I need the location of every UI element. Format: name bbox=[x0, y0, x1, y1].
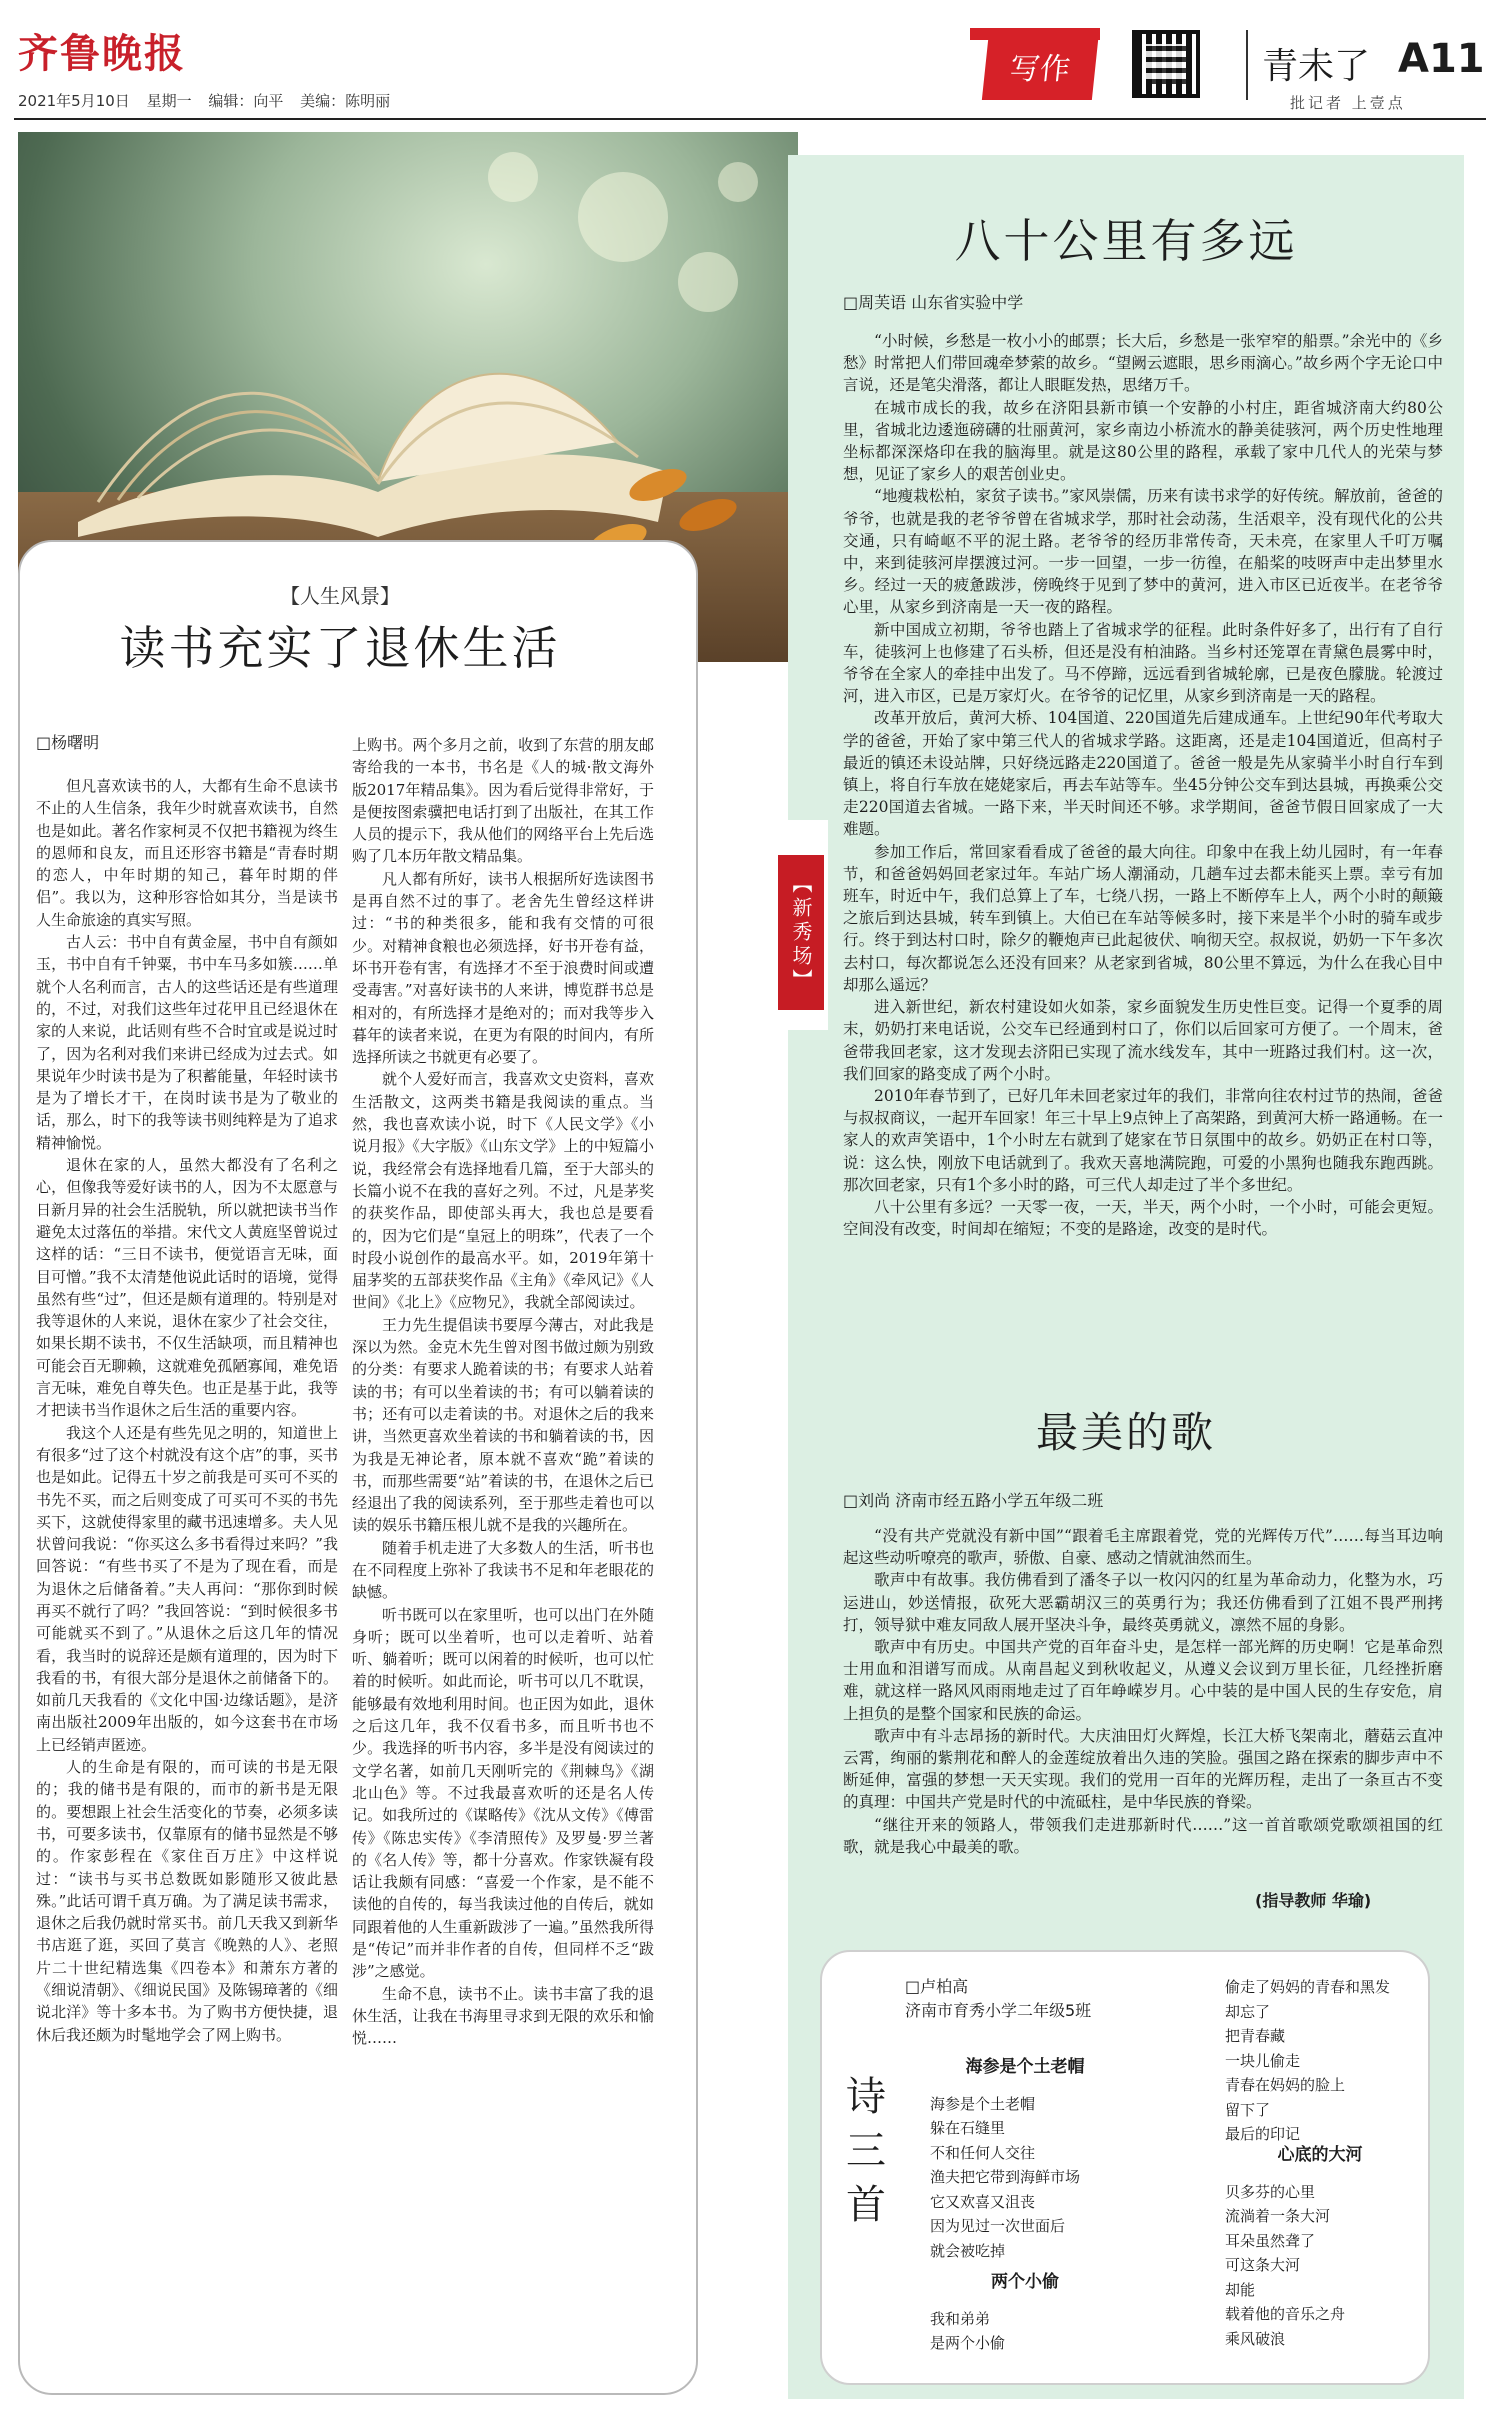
poem-line: 偷走了妈妈的青春和黑发 bbox=[1225, 1978, 1391, 1996]
article-byline-2: □周芙语 山东省实验中学 bbox=[843, 293, 1024, 312]
poems-author bbox=[905, 1975, 1091, 2023]
poem-line: 渔夫把它带到海鲜市场 bbox=[930, 2168, 1081, 2186]
paragraph: 就个人爱好而言，我喜欢文史资料，喜欢生活散文，这两类书籍是我阅读的重点。当然，我也喜欢读小说，时下《人民文学》《小说月报》《大字版》《山东文学》上的中短篇小说，我经常会有选择地看几篇，至于大部头的长篇小说不在我的喜好之列。不过，凡是茅奖的获奖作品，即使部头再大，我也总是要看的，因为它们是“皇冠上的明珠”，代表了一个时段小说创作的最高水平。如，2019年第十届茅奖的五部获奖作品《主角》《牵风记》《人世间》《北上》《应物兄》，我就全部阅读过。 bbox=[352, 1070, 654, 1312]
poem-line: 把青春藏 bbox=[1225, 2027, 1286, 2045]
paragraph: 凡人都有所好，读书人根据所好选读图书是再自然不过的事了。老舍先生曾经这样讲过：“书的种类很多，能和我有交情的可很少。对精神食粮也必须选择，好书开卷有益，坏书开卷有害，有选择才不至于浪费时间或遭受毒害。”对喜好读书的人来讲，博览群书总是相对的，有所选择才是绝对的；而对我等步入暮年的读者来说，在更为有限的时间内，有所选择所读之书就更有必要了。 bbox=[352, 869, 654, 1067]
poem-3 bbox=[1225, 2143, 1415, 2351]
poems-author-school: 济南市育秀小学二年级5班 bbox=[905, 2001, 1092, 2020]
paragraph: 改革开放后，黄河大桥、104国道、220国道先后建成通车。上世纪90年代考取大学的爸爸，开始了家中第三代人的省城求学路。这距离，还是走104国道近，但高村子最近的镇还未设站牌，只好绕远路走220国道了。爸爸一般是先从家骑半小时自行车到镇上，将自行车放在姥姥家后，再去车站等车。坐45分钟公交车到达县城，再换乘公交走220国道去省城。一路下来，半天时间还不够。求学期间，爸爸节假日回家成了一大难题。 bbox=[843, 709, 1443, 839]
qr-code-icon[interactable] bbox=[1132, 30, 1200, 98]
paragraph: 古人云：书中自有黄金屋，书中自有颜如玉，书中自有千钟粟，书中车马多如簇……单就个人名利而言，古人的这些话还是有些道理的，不过，对我们这些年过花甲且已经退休在家的人来说，此话则有些不合时宜或是说过时了，因为名利对我们来讲已经成为过去式。如果说年少时读书是为了积蓄能量，年轻时读书是为了增长才干，在岗时读书是为了敬业的话，那么，时下的我等读书则纯粹是为了追求精神愉悦。 bbox=[36, 933, 338, 1152]
poem-line: 是两个小偷 bbox=[930, 2334, 1006, 2352]
poem-title: 心底的大河 bbox=[1277, 2145, 1363, 2165]
newspaper-logo: 齐鲁晚报 bbox=[18, 30, 186, 77]
poem-line: 躲在石缝里 bbox=[930, 2119, 1006, 2137]
book-icon bbox=[58, 322, 678, 542]
article-byline-3: □刘尚 济南市经五路小学五年级二班 bbox=[843, 1491, 1104, 1510]
article-column-2 bbox=[352, 734, 654, 2380]
paragraph: 随着手机走进了大多数人的生活，听书也在不同程度上弥补了我读书不足和年老眼花的缺憾。 bbox=[352, 1538, 654, 1602]
article-body-2 bbox=[843, 330, 1443, 1348]
poem-line: 因为见过一次世面后 bbox=[930, 2217, 1066, 2235]
paragraph: 歌声中有故事。我仿佛看到了潘冬子以一枚闪闪的红星为革命动力，化整为水，巧运进山，妙送情报，砍死大恶霸胡汉三的英勇行为；我还仿佛看到了江姐不畏严刑拷打，领导狱中难友同敌人展开坚决斗争，最终英勇就义，凛然不屈的身影。 bbox=[843, 1571, 1443, 1634]
paragraph: 参加工作后，常回家看看成了爸爸的最大向往。印象中在我上幼儿园时，有一年春节，和爸爸妈妈回老家过年。车站广场人潮涌动，几趟车过去都未能买上票。幸亏有加班车，时近中午，我们总算上了车，七绕八拐，一路上不断停车上人，两个小时的颠簸之旅后到达县城，转车到镇上。大伯已在车站等候多时，接下来是半个小时的骑车或步行。终于到达村口时，除夕的鞭炮声已此起彼伏、响彻天空。叔叔说，奶奶一下午多次去村口，每次都说怎么还没有回来？从老家到省城，80公里不算远，为什么在我心目中却那么遥远？ bbox=[843, 842, 1443, 994]
poem-line: 青春在妈妈的脸上 bbox=[1225, 2076, 1346, 2094]
paragraph: 但凡喜欢读书的人，大都有生命不息读书不止的人生信条，我年少时就喜欢读书，自然也是如此。著名作家柯灵不仅把书籍视为终生的恩师和良友，而且还形容书籍是“青春时期的恋人，中年时期的知己，暮年时期的伴侣”。我以为，这种形容恰如其分，当是读书人生命旅途的真实写照。 bbox=[36, 777, 338, 929]
article-kicker: 【人生风景】 bbox=[280, 584, 400, 608]
credits: 批记者 上壹点 bbox=[1290, 94, 1406, 112]
poem-title: 海参是个土老帽 bbox=[965, 2057, 1085, 2077]
paragraph: 生命不息，读书不止。读书丰富了我的退休生活，让我在书海里寻求到无限的欢乐和愉悦…… bbox=[352, 1984, 654, 2048]
masthead-divider bbox=[1246, 30, 1248, 100]
article-title-2: 八十公里有多远 bbox=[954, 214, 1298, 268]
paragraph: “没有共产党就没有新中国”“跟着毛主席跟着党，党的光辉传万代”……每当耳边响起这些动听嘹亮的歌声，骄傲、自豪、感动之情就油然而生。 bbox=[843, 1527, 1443, 1568]
paragraph: 人的生命是有限的，而可读的书是无限的；我的储书是有限的，而市的新书是无限的。要想跟上社会生活变化的节奏，必须多读书，可要多读书，仅靠原有的储书显然是不够的。作家彭程在《家住百万庄》中这样说过：“读书与买书总数既如影随形又彼此悬殊。”此话可谓千真万确。为了满足读书需求，退休之后我仍就时常买书。前几天我又到新华书店逛了逛，买回了莫言《晚熟的人》、老照片二十世纪精选集《四卷本》和萧东方著的《细说清朝》、《细说民国》及陈锡璋著的《细说北洋》等十多本书。为了购书方便快捷，退休后我还颇为时髦地学会了网上购书。 bbox=[36, 1758, 338, 2044]
poem-line: 它又欢喜又沮丧 bbox=[930, 2192, 1036, 2211]
poem-line: 就会被吃掉 bbox=[930, 2241, 1006, 2260]
paragraph: 听书既可以在家里听，也可以出门在外随身听；既可以坐着听，也可以走着听、站着听、躺着听；既可以闲着的时候听，也可以忙着的时候听。如此而论，听书可以几不耽误，能够最有效地利用时间。也正因为如此，退休之后这几年，我不仅看书多，而且听书也不少。我选择的听书内容，多半是没有阅读过的文学名著，如前几天刚听完的《荆棘鸟》《湖北山色》等。不过我最喜欢听的还是名人传记。如我所过的《谋略传》《沈从文传》《傅雷传》《陈忠实传》《李清照传》及罗曼·罗兰著的《名人传》等，都十分喜欢。作家铁凝有段话让我颇有同感：“喜爱一个作家，是不能不读他的自传的，每当我读过他的自传后，就如同跟着他的人生重新跋涉了一遍。”虽然我所得是“传记”而并非作者的自传，但同样不乏“跋涉”之感觉。 bbox=[352, 1605, 654, 1981]
dateline: 2021年5月10日 星期一 编辑：向平 美编：陈明丽 bbox=[18, 92, 391, 110]
poem-line: 流淌着一条大河 bbox=[1225, 2207, 1331, 2225]
poem-line: 我和弟弟 bbox=[930, 2309, 991, 2328]
article-title: 读书充实了退休生活 bbox=[119, 621, 561, 675]
article-title-3: 最美的歌 bbox=[1035, 1408, 1216, 1457]
poem-2-continued bbox=[1225, 1975, 1415, 2147]
paragraph: 王力先生提倡读书要厚今薄古，对此我是深以为然。金克木先生曾对图书做过颇为别致的分类：有要求人跪着读的书；有要求人站着读的书；有可以坐着读的书；有可以躺着读的书；还有可以走着读的书。对退休之后的我来讲，当然更喜欢坐着读的书和躺着读的书，因为我是无神论者，原本就不喜欢“跪”着读的书，而那些需要“站”着读的书，在退休之后已经退出了我的阅读系列，至于那些走着也可以读的娱乐书籍压根儿就不是我的兴趣所在。 bbox=[352, 1315, 654, 1535]
poems-author-name: □卢柏高 bbox=[905, 1977, 969, 1996]
poem-line: 却忘了 bbox=[1225, 2002, 1271, 2021]
poem-2 bbox=[930, 2270, 1120, 2356]
poem-line: 却能 bbox=[1225, 2280, 1256, 2299]
poem-line: 耳朵虽然聋了 bbox=[1225, 2231, 1316, 2250]
paragraph: 进入新世纪，新农村建设如火如荼，家乡面貌发生历史性巨变。记得一个夏季的周末，奶奶打来电话说，公交车已经通到村口了，你们以后回家可方便了。一个周末，爸爸带我回老家，这才发现去济阳已实现了流水线发车，其中一班路过我们村。这一次，我们回家的路变成了两个小时。 bbox=[843, 998, 1443, 1083]
paragraph: “小时候，乡愁是一枚小小的邮票；长大后，乡愁是一张窄窄的船票。”余光中的《乡愁》时常把人们带回魂牵梦萦的故乡。“望阙云遮眼，思乡雨滴心。”故乡两个字无论口中言说，还是笔尖滑落，都让人眼眶发热，思绪万千。 bbox=[843, 332, 1443, 395]
section-tag: 写作 bbox=[982, 40, 1098, 100]
column-brand: 青未了 bbox=[1262, 46, 1371, 87]
poem-line: 一块儿偷走 bbox=[1225, 2051, 1301, 2070]
page-number: A11 bbox=[1398, 36, 1485, 82]
mentor-credit: (指导教师 华瑜) bbox=[1255, 1891, 1372, 1910]
article-column-1 bbox=[36, 775, 338, 2380]
poem-line: 最后的印记 bbox=[1225, 2125, 1301, 2143]
paragraph: 歌声中有斗志昂扬的新时代。大庆油田灯火辉煌，长江大桥飞架南北，蘑菇云直冲云霄，绚丽的紫荆花和醉人的金莲绽放着出久违的笑脸。强国之路在探索的脚步声中不断延伸，富强的梦想一天天实现。我们的党用一百年的光辉历程，走出了一条亘古不变的真理：中国共产党是时代的中流砥柱，是中华民族的脊梁。 bbox=[843, 1726, 1443, 1812]
poem-line: 不和任何人交往 bbox=[930, 2143, 1036, 2162]
paragraph: “继往开来的领路人，带领我们走进那新时代……”这一首首歌颂党歌颂祖国的红歌，就是我心中最美的歌。 bbox=[843, 1815, 1443, 1856]
poem-1 bbox=[930, 2055, 1120, 2263]
poem-line: 乘风破浪 bbox=[1225, 2329, 1286, 2348]
side-section-tag: 【新秀场】 bbox=[778, 855, 824, 1010]
poem-title: 两个小偷 bbox=[991, 2272, 1059, 2292]
article-body-3 bbox=[843, 1525, 1443, 1910]
poem-line: 贝多芬的心里 bbox=[1225, 2182, 1316, 2201]
paragraph: 退休在家的人，虽然大都没有了名利之心，但像我等爱好读书的人，因为不太愿意与日新月异的社会生活脱轨，所以就把读书当作避免太过落伍的举措。宋代文人黄庭坚曾说过这样的话：“三日不读书，便觉语言无味，面目可憎。”我不太清楚他说此话时的语境，觉得虽然有些“过”，但还是颇有道理的。特别是对我等退休的人来说，退休在家少了社会交往，如果长期不读书，不仅生活缺项，而且精神也可能会百无聊赖，这就难免孤陋寡闻，难免语言无味，难免自尊失色。也正是基于此，我等才把读书当作退休之后生活的重要内容。 bbox=[36, 1156, 338, 1420]
poems-label: 诗三首 bbox=[846, 2074, 886, 2228]
paragraph: 歌声中有历史。中国共产党的百年奋斗史，是怎样一部光辉的历史啊！它是革命烈士用血和泪谱写而成。从南昌起义到秋收起义，从遵义会议到万里长征，几经挫折磨难，就这样一路风风雨雨地走过了百年峥嵘岁月。心中装的是中国人民的生存安危，肩上担负的是整个国家和民族的命运。 bbox=[843, 1638, 1443, 1723]
paragraph: 新中国成立初期，爷爷也踏上了省城求学的征程。此时条件好多了，出行有了自行车，徒骇河上也修建了石头桥，但还是没有柏油路。当乡村还笼罩在青黛色晨雾中时，爷爷在全家人的牵挂中出发了。马不停蹄，远远看到省城轮廓，已是夜色朦胧。轮渡过河，进入市区，已是万家灯火。在爷爷的记忆里，从家乡到济南是一天的路程。 bbox=[843, 620, 1443, 706]
article-byline: □杨曙明 bbox=[36, 733, 100, 752]
paragraph: 上购书。两个多月之前，收到了东营的朋友邮寄给我的一本书，书名是《人的城·散文海外版2017年精品集》。因为看后觉得非常好，于是便按图索骥把电话打到了出版社，在其工作人员的提示下，我从他们的网络平台上先后选购了几本历年散文精品集。 bbox=[352, 736, 654, 866]
paragraph: 八十公里有多远？一天零一夜，一天，半天，两个小时，一个小时，可能会更短。空间没有改变，时间却在缩短；不变的是路途，改变的是时代。 bbox=[843, 1197, 1443, 1239]
poem-line: 留下了 bbox=[1225, 2100, 1271, 2119]
section-tag-accent bbox=[970, 28, 1100, 40]
poem-line: 海参是个土老帽 bbox=[930, 2094, 1036, 2113]
paragraph: “地瘦栽松柏，家贫子读书。”家风崇儒，历来有读书求学的好传统。解放前，爸爸的爷爷，也就是我的老爷爷曾在省城求学，那时社会动荡，生活艰辛，没有现代化的公共交通，只有崎岖不平的泥土路。老爷爷的经历非常传奇，天未亮，在家里人千叮万嘱中，来到徒骇河岸摆渡过河。一步一回望，一步一彷徨，在船桨的吱呀声中走出梦里水乡。经过一天的疲惫跋涉，傍晚终于见到了梦中的黄河，进入市区已近夜半。在老爷爷心里，从家乡到济南是一天一夜的路程。 bbox=[843, 487, 1443, 617]
paragraph: 在城市成长的我，故乡在济阳县新市镇一个安静的小村庄，距省城济南大约80公里，省城北边逶迤磅礴的壮丽黄河，家乡南边小桥流水的静美徒骇河，两个历史性地理坐标都深深烙印在我的脑海里。就是这80公里的路程，承载了家中几代人的光荣与梦想，见证了家乡人的艰苦创业史。 bbox=[843, 398, 1443, 484]
paragraph: 2010年春节到了，已好几年未回老家过年的我们，非常向往农村过节的热闹，爸爸与叔叔商议，一起开车回家！年三十早上9点钟上了高架路，到黄河大桥一路通畅。在一家人的欢声笑语中，1个小时左右就到了姥家在节日氛围中的故乡。奶奶正在村口等，说：这么快，刚放下电话就到了。我欢天喜地满院跑，可爱的小黑狗也随我东跑西跳。那次回老家，只有1个多小时的路，可三代人却走过了半个多世纪。 bbox=[843, 1086, 1443, 1194]
poem-line: 可这条大河 bbox=[1225, 2256, 1301, 2274]
top-rule bbox=[14, 118, 1486, 120]
poem-line: 载着他的音乐之舟 bbox=[1225, 2305, 1346, 2323]
paragraph: 我这个人还是有些先见之明的，知道世上有很多“过了这个村就没有这个店”的事，买书也是如此。记得五十岁之前我是可买可不买的书先不买，而之后则变成了可买可不买的书先买下，这就使得家里的藏书迅速增多。夫人见状曾问我说：“你买这么多书看得过来吗？”我回答说：“有些书买了不是为了现在看，而是为退休之后储备着。”夫人再问：“那你到时候再买不就行了吗？”我回答说：“到时候很多书可能就买不到了。”从退休之后这几年的情况看，我当时的说辞还是颇有道理的，因为时下我看的书，有很大部分是退休之前储备下的。如前几天我看的《文化中国·边缘话题》，是济南出版社2009年出版的，如今这套书在市场上已经销声匿迹。 bbox=[36, 1423, 338, 1754]
